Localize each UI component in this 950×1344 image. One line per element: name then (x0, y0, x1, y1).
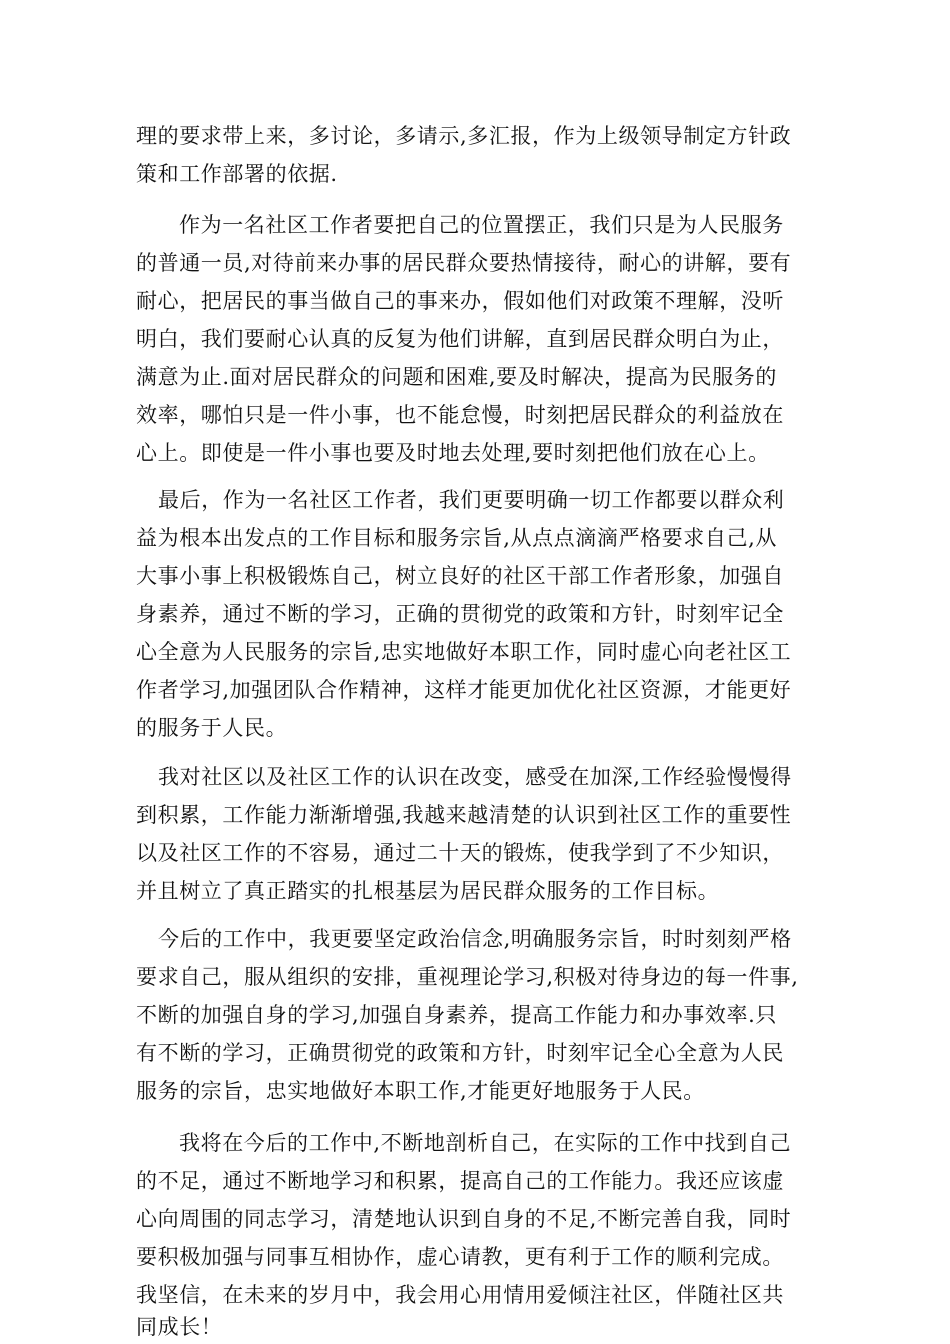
text-line: 大事小事上积极锻炼自己，树立良好的社区干部工作者形象，加强自 (136, 564, 784, 588)
text-line: 作者学习,加强团队合作精神，这样才能更加优化社区资源，才能更好 (136, 678, 792, 702)
text-line: 心上。即使是一件小事也要及时地去处理,要时刻把他们放在心上。 (136, 441, 770, 465)
text-line: 的不足，通过不断地学习和积累，提高自己的工作能力。我还应该虚 (136, 1169, 784, 1193)
text-line: 要积极加强与同事互相协作，虚心请教，更有利于工作的顺利完成。 (136, 1245, 784, 1269)
text-line: 我对社区以及社区工作的认识在改变，感受在加深,工作经验慢慢得 (158, 765, 792, 789)
text-line: 理的要求带上来，多讨论，多请示,多汇报，作为上级领导制定方针政 (136, 124, 792, 148)
text-line: 同成长！ (136, 1315, 223, 1339)
text-line: 身素养，通过不断的学习，正确的贯彻党的政策和方针，时刻牢记全 (136, 602, 784, 626)
text-line: 今后的工作中，我更要坚定政治信念,明确服务宗旨，时时刻刻严格 (158, 927, 792, 951)
text-line: 效率，哪怕只是一件小事，也不能怠慢，时刻把居民群众的利益放在 (136, 403, 784, 427)
text-line: 并且树立了真正踏实的扎根基层为居民群众服务的工作目标。 (136, 879, 720, 903)
text-line: 耐心，把居民的事当做自己的事来办，假如他们对政策不理解，没听 (136, 289, 784, 313)
text-line: 我将在今后的工作中,不断地剖析自己，在实际的工作中找到自己 (179, 1131, 792, 1155)
text-line: 有不断的学习，正确贯彻党的政策和方针，时刻牢记全心全意为人民 (136, 1041, 784, 1065)
text-line: 要求自己，服从组织的安排，重视理论学习,积极对待身边的每一件事, (136, 965, 799, 989)
text-line: 心全意为人民服务的宗旨,忠实地做好本职工作，同时虚心向老社区工 (136, 640, 792, 664)
text-line: 明白，我们要耐心认真的反复为他们讲解，直到居民群众明白为止， (136, 327, 784, 351)
text-line: 服务的宗旨，忠实地做好本职工作,才能更好地服务于人民。 (136, 1079, 705, 1103)
text-line: 心向周围的同志学习，清楚地认识到自身的不足,不断完善自我，同时 (136, 1207, 792, 1231)
text-line: 的普通一员,对待前来办事的居民群众要热情接待，耐心的讲解，要有 (136, 251, 792, 275)
text-line: 作为一名社区工作者要把自己的位置摆正，我们只是为人民服务 (179, 213, 784, 237)
text-line: 不断的加强自身的学习,加强自身素养，提高工作能力和办事效率.只 (136, 1003, 777, 1027)
text-line: 以及社区工作的不容易，通过二十天的锻炼，使我学到了不少知识， (136, 841, 784, 865)
text-line: 益为根本出发点的工作目标和服务宗旨,从点点滴滴严格要求自己,从 (136, 526, 777, 550)
text-line: 到积累，工作能力渐渐增强,我越来越清楚的认识到社区工作的重要性 (136, 803, 792, 827)
text-line: 最后，作为一名社区工作者，我们更要明确一切工作都要以群众利 (158, 488, 785, 512)
text-line: 满意为止.面对居民群众的问题和困难,要及时解决，提高为民服务的 (136, 365, 777, 389)
text-line: 策和工作部署的依据. (136, 162, 338, 186)
text-line: 的服务于人民。 (136, 716, 288, 740)
text-line: 我坚信，在未来的岁月中，我会用心用情用爱倾注社区，伴随社区共 (136, 1283, 784, 1307)
